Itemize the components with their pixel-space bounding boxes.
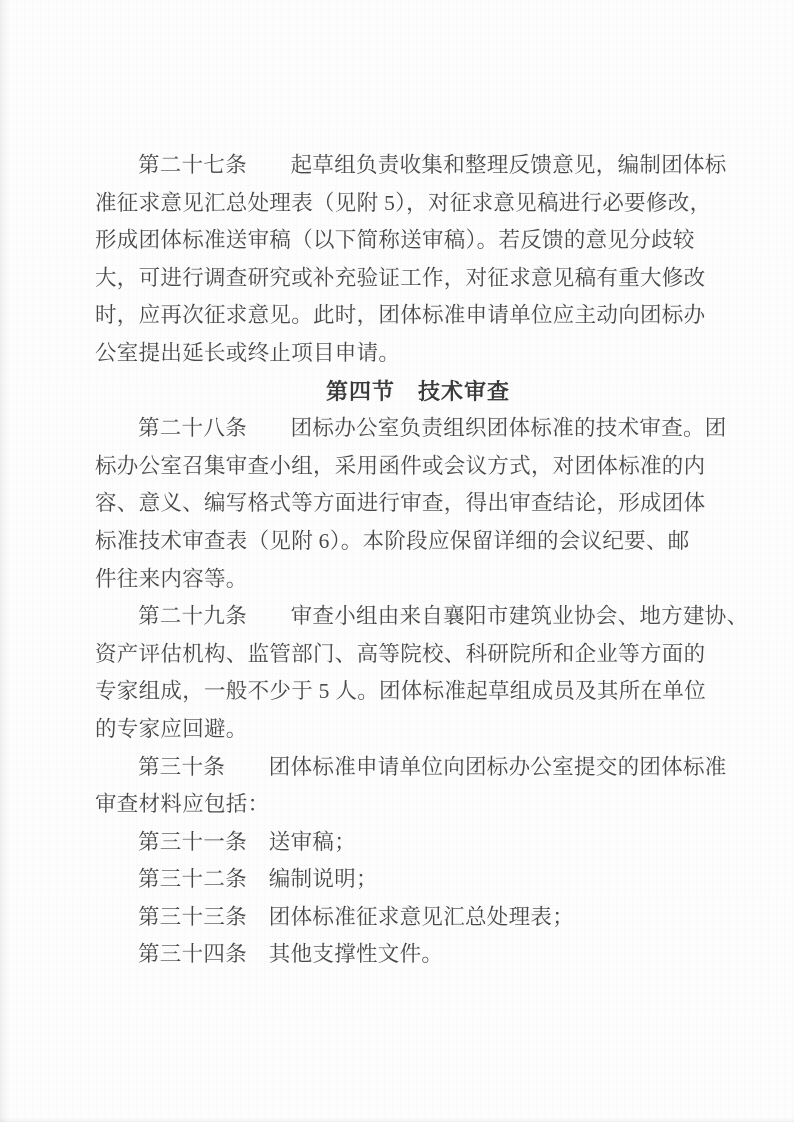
text-line: 时，应再次征求意见。此时，团体标准申请单位应主动向团标办	[95, 303, 706, 328]
text-line: 第二十七条 起草组负责收集和整理反馈意见，编制团体标	[138, 153, 727, 177]
text-line: 大，可进行调查研究或补充验证工作，对征求意见稿有重大修改	[95, 265, 706, 290]
scan-shadow-left	[0, 0, 9, 1122]
text-line: 审查材料应包括：	[95, 792, 270, 817]
text-line: 公室提出延长或终止项目申请。	[95, 340, 401, 365]
text-line: 标办公室召集审查小组，采用函件或会议方式，对团体标准的内	[95, 453, 706, 478]
document-body	[95, 147, 749, 974]
text-line: 第二十八条 团标办公室负责组织团体标准的技术审查。团	[138, 416, 727, 441]
text-line: 第三十三条 团体标准征求意见汇总处理表；	[138, 904, 575, 929]
text-line: 件往来内容等。	[95, 566, 248, 591]
text-line: 专家组成，一般不少于 5 人。团体标准起草组成员及其所在单位	[95, 679, 707, 704]
text-line: 容、意义、编写格式等方面进行审查，得出审查结论，形成团体	[95, 491, 706, 516]
text-line: 的专家应回避。	[95, 716, 248, 741]
text-line: 第三十一条 送审稿；	[138, 829, 357, 854]
scan-shadow-bottom	[0, 1117, 794, 1122]
section-heading: 第四节 技术审查	[325, 378, 510, 404]
text-line: 标准技术审查表（见附 6）。本阶段应保留详细的会议纪要、邮	[95, 528, 690, 553]
text-line: 形成团体标准送审稿（以下简称送审稿）。若反馈的意见分歧较	[95, 228, 695, 253]
text-line: 第三十条 团体标准申请单位向团标办公室提交的团体标准	[138, 754, 727, 779]
text-line: 第三十二条 编制说明；	[138, 867, 378, 892]
text-line: 第二十九条 审查小组由来自襄阳市建筑业协会、地方建协、	[138, 604, 749, 629]
text-line: 准征求意见汇总处理表（见附 5），对征求意见稿进行必要修改，	[95, 190, 712, 215]
text-line: 第三十四条 其他支撑性文件。	[138, 942, 444, 967]
text-line: 资产评估机构、监管部门、高等院校、科研院所和企业等方面的	[95, 641, 706, 666]
